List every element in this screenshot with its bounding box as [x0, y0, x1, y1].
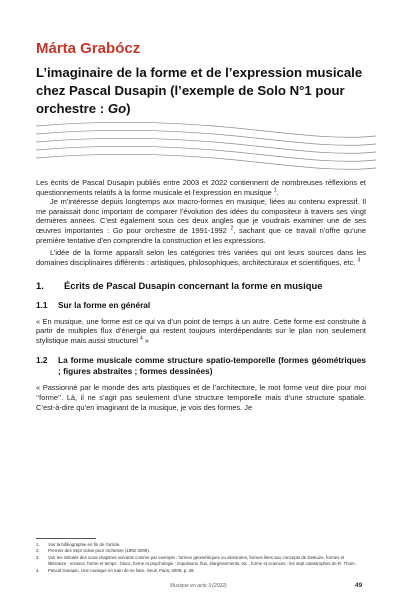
intro-p2c-text: , sachant que ce travail n’offre qu’une première tentative d’en comprendre la construction et les expressions.	[36, 225, 366, 245]
quote-paragraph-1	[36, 317, 366, 346]
intro-p3-text: L’idée de la forme apparaît selon les catégories très variées qui ont leurs sources dans les domaines disciplinaires différents : artistiques, philosophiques, architecturaux et scientifiques, etc.	[36, 248, 366, 267]
footnote-ref[interactable]: 2	[230, 225, 234, 232]
footnote-ref[interactable]: 1	[273, 187, 277, 194]
footnote-ref[interactable]: 3	[357, 257, 361, 264]
work-title: Go	[112, 225, 123, 235]
footnote-number: 1.	[36, 542, 40, 547]
page-number: 49	[355, 582, 363, 589]
article-body	[36, 178, 366, 412]
title-work: Go	[107, 101, 127, 116]
subsection-heading-1-1	[36, 301, 366, 311]
footnote-ref[interactable]: 4	[139, 335, 143, 342]
footnote	[36, 555, 356, 568]
intro-paragraph-3	[36, 248, 366, 267]
subsection-title: Sur la forme en général	[58, 299, 151, 310]
title-main: L’imaginaire de la forme et de l’expression musicale chez Pascal Dusapin (l’exemple de Solo N°1 pour orchestre :	[36, 65, 363, 116]
subsection-number: 1.1	[36, 299, 48, 310]
subsection-title: La forme musicale comme structure spatio-temporelle (formes géométriques ; figures abstraites ; formes dessinées)	[58, 355, 366, 377]
footnote-rule	[36, 538, 96, 539]
footnote-text: Voir les intitulés des sous-chapitres suivants comme par exemple : formes géométriques ou dessinées, formes liées aux concepts de Deleuze, formes et littérature : errance, forme et temps : blocs, forme et psychologie : impulsions, flux, élargissements, etc., forme et sciences : les sept catastrophes de R. Thom.	[48, 554, 356, 567]
footnote-text: Pascal Dusapin, Une musique en train de se faire, Seuil, Paris, 2009, p. 28.	[48, 567, 195, 573]
intro-paragraph-1	[36, 178, 366, 197]
footnote-number: 2.	[36, 548, 40, 554]
intro-paragraph-2	[36, 197, 366, 245]
footnote-number: 3.	[36, 554, 40, 560]
section-heading-1	[36, 281, 366, 291]
intro-p1-text: Les écrits de Pascal Dusapin publiés entre 2003 et 2022 contiennent de nombreuses réflexions et questionnements relatifs à la forme musicale et l’expression en musique	[36, 178, 366, 197]
author-name: Márta Grabócz	[36, 40, 141, 57]
section-title: Écrits de Pascal Dusapin concernant la forme en musique	[64, 280, 323, 292]
footnote-text: Voir la bibliographie en fin de l’article.	[48, 542, 121, 547]
footnote-text: Premier des Sept Solos pour orchestre (1992-2009).	[48, 548, 151, 554]
footnote-number: 4.	[36, 567, 40, 573]
intro-p2b-text: pour orchestre de 1991-1992	[126, 225, 227, 235]
quote-text: « En musique, une forme est ce qui va d’un point de temps à un autre. Cette forme est construite à partir de multiples flux d’énergie qui restent toujours interdépendants sur le plan non seulement stylistique mais aussi structurel	[36, 316, 366, 345]
subsection-heading-1-2	[36, 355, 366, 377]
section-number: 1.	[36, 280, 44, 292]
journal-name: Musique en acte 3 (2022)	[170, 583, 227, 589]
quote-end: »	[142, 335, 149, 345]
footnote	[36, 568, 356, 574]
quote-paragraph-2: « Passionné par le monde des arts plastiques et de l’architecture, le mot forme veut dire pour moi ‘‘forme’’. Là, il ne s’agit pas seulement d’une structure temporelle mais d’une structure spatiale. C’est-à-dire qu’en imaginant de la musique, je vois des formes. Je	[36, 383, 366, 412]
decorative-staff-lines	[36, 118, 376, 174]
footnotes	[36, 538, 356, 574]
article-title	[36, 64, 371, 118]
intro-p2a-text: Je m’intéresse depuis longtemps aux macro-formes en musique, liées au contenu expressif. Il me paraissait donc important de comparer l’évolution des idées du compositeur à travers ses vingt dernières années. C’est également sous ces deux angles que je voudrais examiner une de ses œuvres importantes :	[36, 197, 366, 235]
title-close: )	[126, 101, 131, 116]
subsection-number: 1.2	[36, 355, 48, 366]
intro-p1-end: .	[276, 187, 279, 197]
